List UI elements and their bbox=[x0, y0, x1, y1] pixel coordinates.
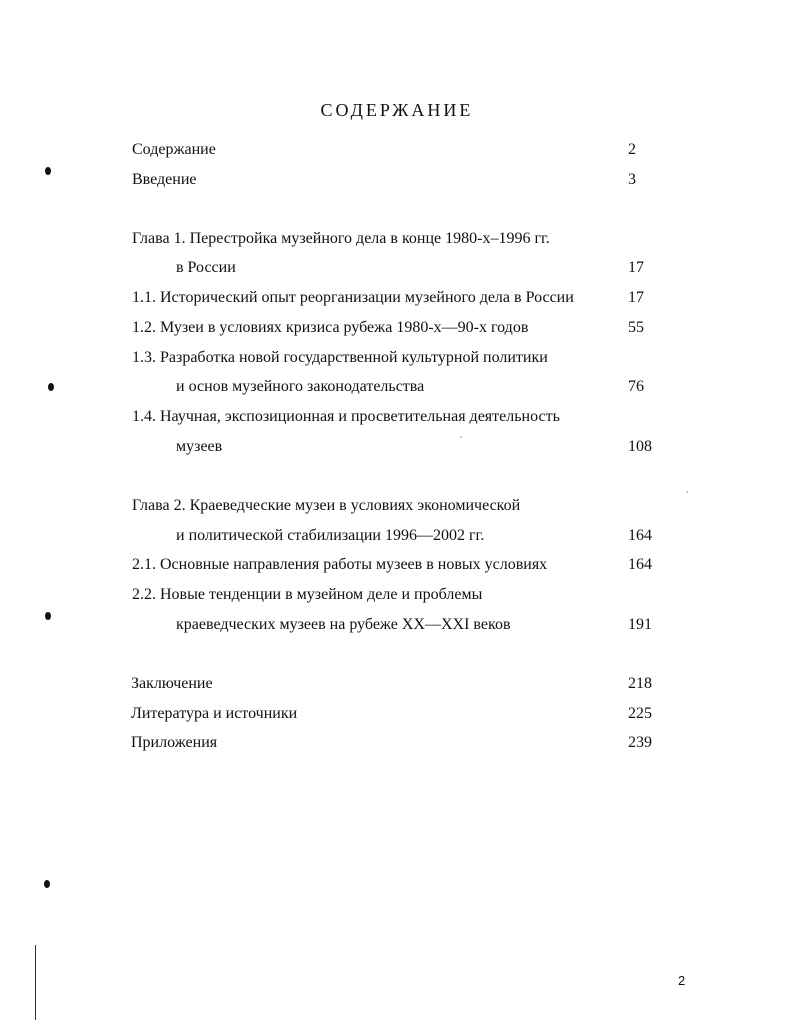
toc-entry-section-2-2: 2.2. Новые тенденции в музейном деле и проблемы bbox=[132, 586, 483, 603]
toc-entry-section-1-4-cont: музеев bbox=[176, 438, 223, 455]
binder-hole-mark bbox=[45, 167, 51, 175]
toc-page-section-1-1: 17 bbox=[628, 289, 644, 306]
toc-entry-section-1-3-cont: и основ музейного законодательства bbox=[176, 378, 425, 395]
binder-hole-mark bbox=[48, 383, 54, 391]
toc-entry-section-1-4: 1.4. Научная, экспозиционная и просветительная деятельность bbox=[132, 408, 560, 425]
toc-entry-introduction: Введение bbox=[132, 171, 197, 188]
binder-hole-mark bbox=[45, 612, 51, 620]
toc-entry-contents: Содержание bbox=[132, 141, 216, 158]
toc-page-section-2-2: 191 bbox=[628, 616, 652, 633]
toc-entry-chapter-1-cont: в России bbox=[176, 259, 236, 276]
toc-entry-chapter-2-cont: и политической стабилизации 1996—2002 гг. bbox=[176, 527, 485, 544]
toc-entry-section-2-2-cont: краеведческих музеев на рубеже XX—XXI веков bbox=[176, 616, 511, 633]
toc-entry-chapter-1: Глава 1. Перестройка музейного дела в конце 1980-х–1996 гг. bbox=[132, 230, 550, 247]
toc-page-section-1-2: 55 bbox=[628, 319, 644, 336]
binder-hole-mark bbox=[44, 880, 50, 888]
toc-page-section-1-4: 108 bbox=[628, 438, 652, 455]
page-number: 2 bbox=[678, 973, 686, 988]
toc-page-introduction: 3 bbox=[628, 171, 636, 188]
toc-page-section-2-1: 164 bbox=[628, 556, 652, 573]
toc-page-literature: 225 bbox=[628, 705, 652, 722]
toc-title: СОДЕРЖАНИЕ bbox=[320, 100, 474, 120]
toc-page-chapter-1: 17 bbox=[628, 259, 644, 276]
toc-entry-chapter-2: Глава 2. Краеведческие музеи в условиях экономической bbox=[132, 497, 521, 514]
toc-page-contents: 2 bbox=[628, 141, 636, 158]
toc-entry-section-1-2: 1.2. Музеи в условиях кризиса рубежа 1980-х—90-х годов bbox=[132, 319, 529, 336]
toc-entry-literature: Литература и источники bbox=[131, 705, 298, 722]
toc-entry-section-2-1: 2.1. Основные направления работы музеев в новых условиях bbox=[132, 556, 548, 573]
toc-entry-section-1-3: 1.3. Разработка новой государственной культурной политики bbox=[132, 349, 548, 366]
scan-speck bbox=[686, 491, 688, 493]
toc-page-conclusion: 218 bbox=[628, 675, 652, 692]
toc-page-section-1-3: 76 bbox=[628, 378, 644, 395]
toc-page-chapter-2: 164 bbox=[628, 527, 652, 544]
toc-entry-conclusion: Заключение bbox=[131, 675, 213, 692]
toc-page-appendices: 239 bbox=[628, 734, 652, 751]
scan-margin-line bbox=[35, 945, 36, 1020]
toc-entry-section-1-1: 1.1. Исторический опыт реорганизации музейного дела в России bbox=[132, 289, 574, 306]
toc-entry-appendices: Приложения bbox=[131, 734, 218, 751]
scan-speck bbox=[460, 436, 462, 438]
